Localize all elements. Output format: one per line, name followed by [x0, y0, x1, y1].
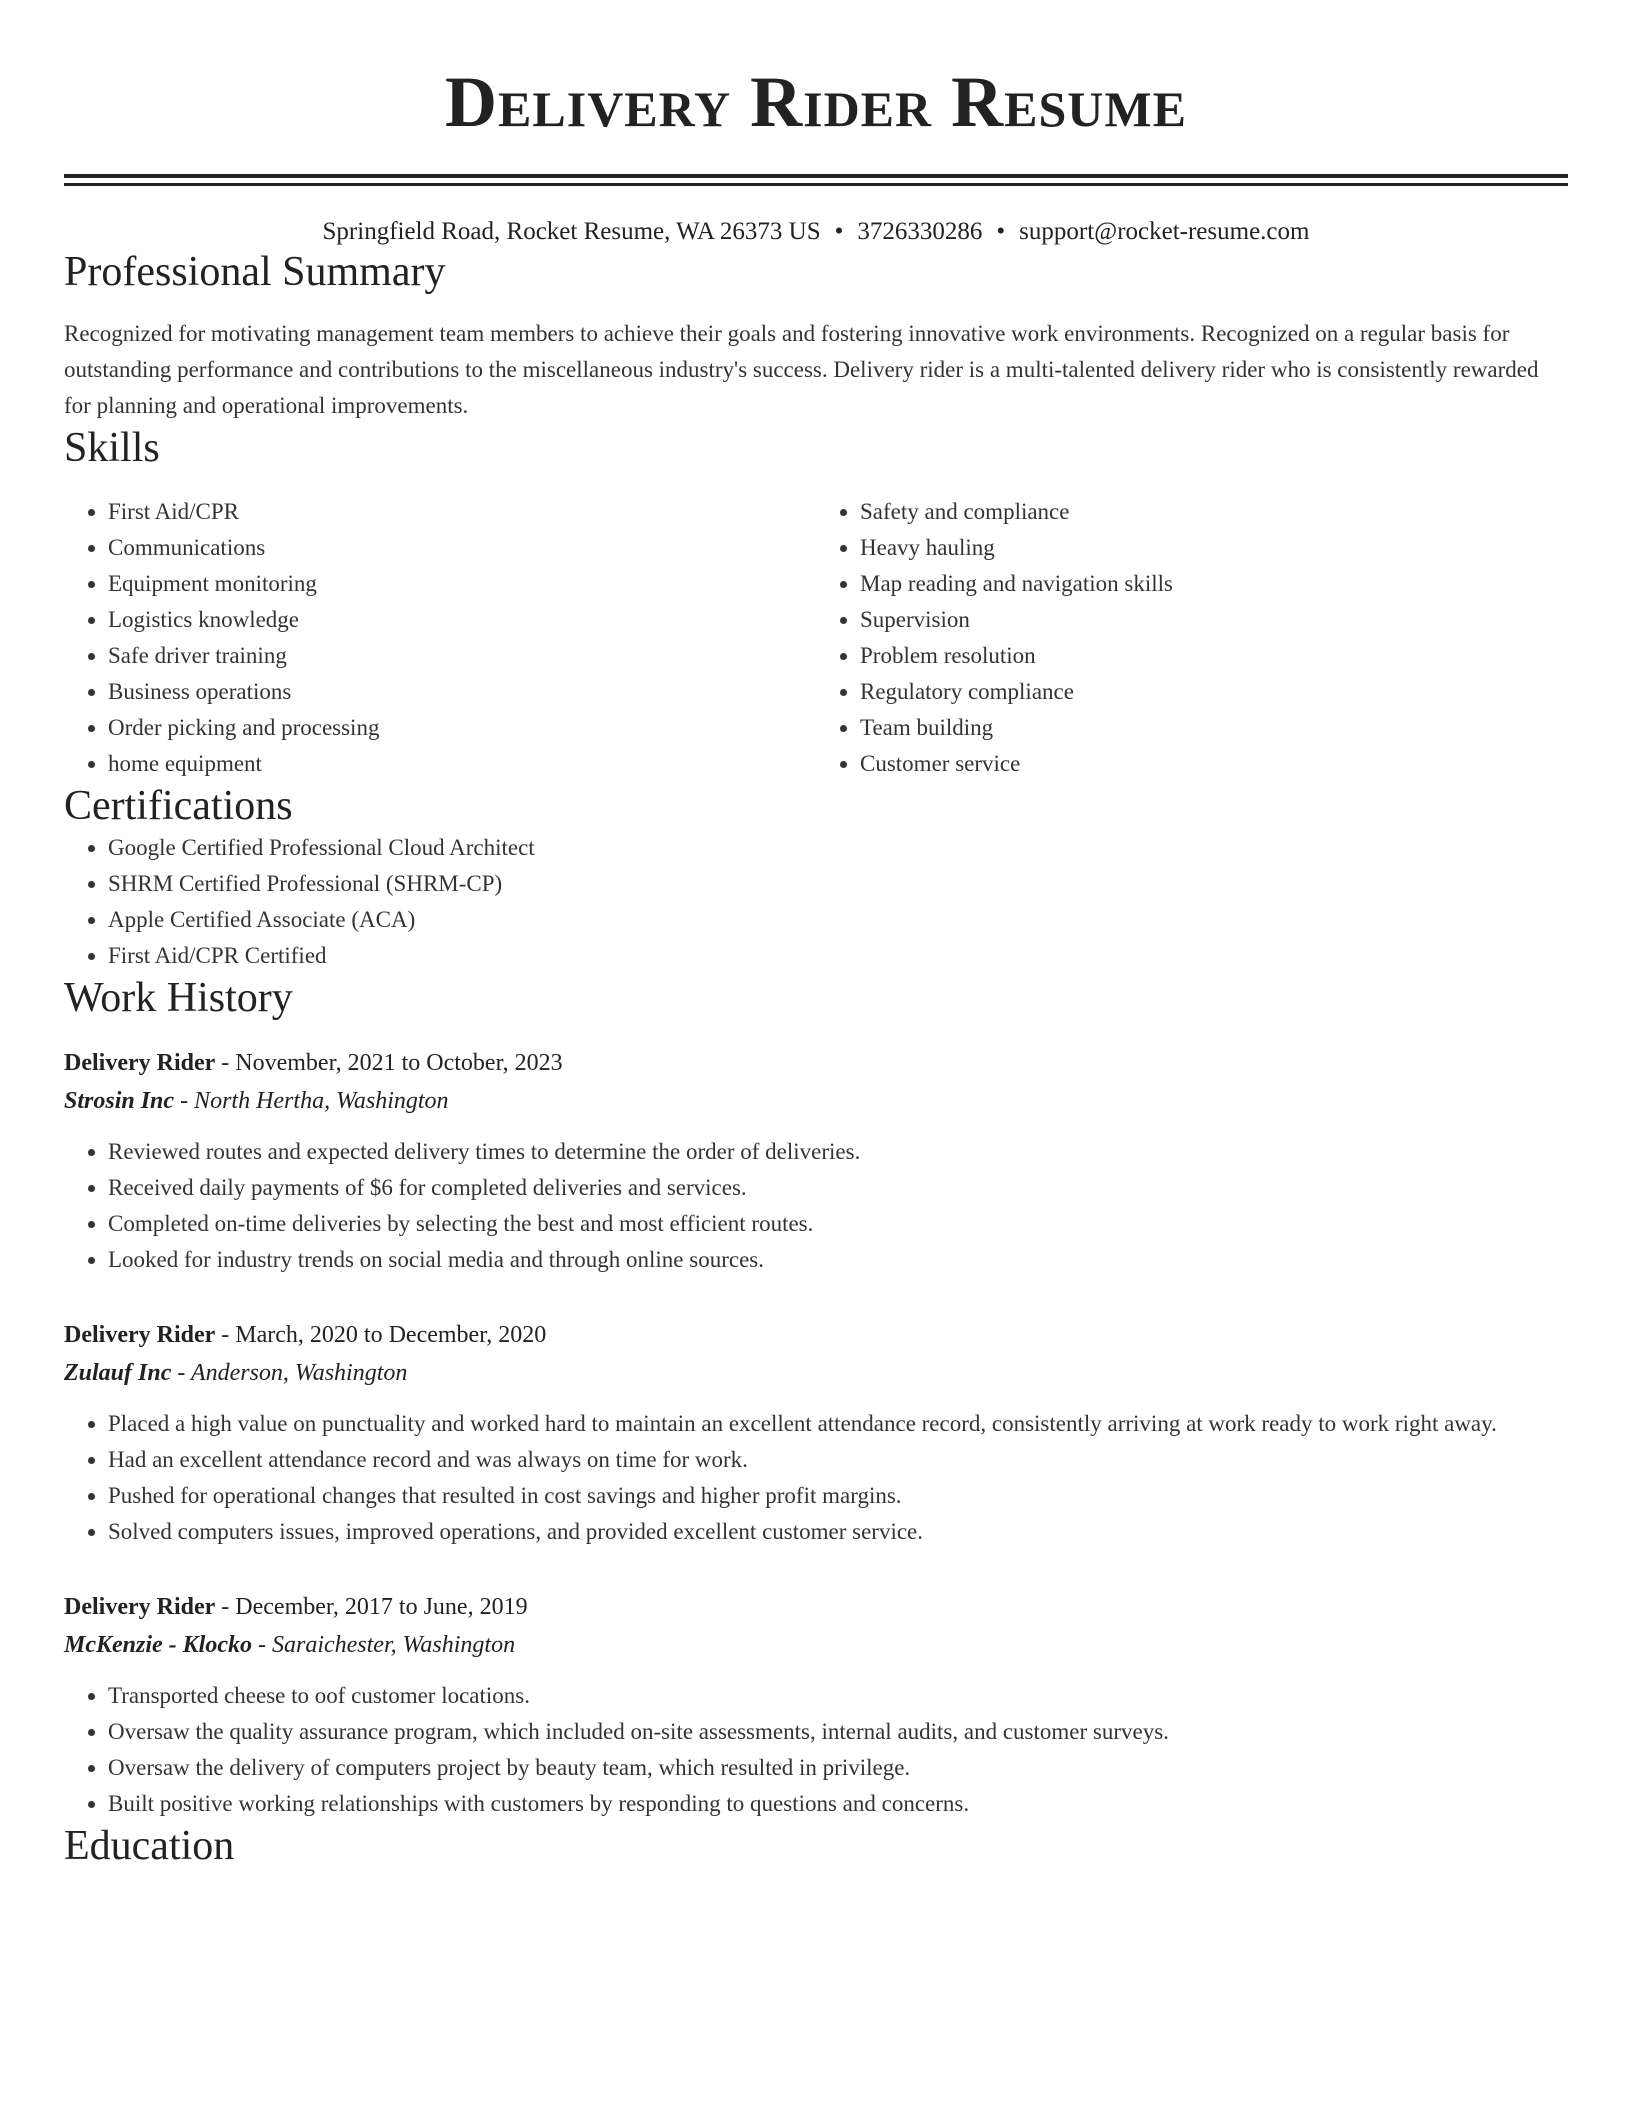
skills-columns [64, 494, 1568, 782]
skill-item: • Supervision [860, 602, 1568, 638]
job-bullets [64, 1678, 1568, 1822]
skills-list-right [816, 494, 1568, 782]
title-rule-top [64, 174, 1568, 178]
work-history-heading: Work History [64, 975, 293, 1021]
summary-heading: Professional Summary [64, 249, 446, 295]
education-heading: Education [64, 1823, 235, 1869]
job-location: - Saraichester, Washington [251, 1632, 516, 1658]
job-company: Strosin Inc [64, 1088, 175, 1114]
skill-item: • home equipment [108, 746, 816, 782]
certification-item: • Google Certified Professional Cloud Architect [108, 830, 1568, 866]
skill-item: • Heavy hauling [860, 530, 1568, 566]
skill-item: • Order picking and processing [108, 710, 816, 746]
skill-item: • Problem resolution [860, 638, 1568, 674]
certifications-list [64, 830, 1568, 974]
summary-text: Recognized for motivating management team members to achieve their goals and fostering innovative work environments. Recognized on a regular basis for outstanding performance and contributions to the miscellaneous industry's success. Delivery rider is a multi-talented delivery rider who is consistently rewarded for planning and operational improvements. [64, 321, 1539, 418]
job-title: Delivery Rider [64, 1594, 216, 1620]
contact-phone: 3726330286 [857, 218, 983, 245]
job-company-line [64, 1626, 1568, 1664]
skill-item: • Team building [860, 710, 1568, 746]
skill-item: • Safe driver training [108, 638, 816, 674]
job-title-line [64, 1044, 1568, 1082]
skills-list-left [64, 494, 816, 782]
skill-item: • Logistics knowledge [108, 602, 816, 638]
contact-separator: • [834, 218, 844, 245]
contact-email: support@rocket-resume.com [1019, 218, 1310, 245]
job-dates: - November, 2021 to October, 2023 [215, 1050, 563, 1076]
job-bullets [64, 1406, 1568, 1550]
certification-item: • SHRM Certified Professional (SHRM-CP) [108, 866, 1568, 902]
contact-line [64, 216, 1568, 248]
certification-item: • First Aid/CPR Certified [108, 938, 1568, 974]
job-bullet: • Completed on-time deliveries by selecting the best and most efficient routes. [108, 1206, 1568, 1242]
job-bullet: • Transported cheese to oof customer locations. [108, 1678, 1568, 1714]
skill-item: • Equipment monitoring [108, 566, 816, 602]
job-location: - Anderson, Washington [171, 1360, 408, 1386]
job-title: Delivery Rider [64, 1322, 216, 1348]
job-title: Delivery Rider [64, 1050, 216, 1076]
job-bullet: • Built positive working relationships with customers by responding to questions and concerns. [108, 1786, 1568, 1822]
job-title-line [64, 1316, 1568, 1354]
job-entry [64, 1044, 1568, 1278]
job-entry [64, 1316, 1568, 1550]
contact-separator: • [996, 218, 1006, 245]
skill-item: • Customer service [860, 746, 1568, 782]
job-company: Zulauf Inc [64, 1360, 172, 1386]
job-dates: - March, 2020 to December, 2020 [215, 1322, 547, 1348]
job-title-line [64, 1588, 1568, 1626]
skills-heading: Skills [64, 425, 160, 471]
job-bullet: • Pushed for operational changes that resulted in cost savings and higher profit margins. [108, 1478, 1568, 1514]
job-company: McKenzie - Klocko [64, 1632, 252, 1658]
job-bullet: • Received daily payments of $6 for completed deliveries and services. [108, 1170, 1568, 1206]
certifications-heading: Certifications [64, 783, 293, 829]
job-bullet: • Looked for industry trends on social media and through online sources. [108, 1242, 1568, 1278]
job-bullet: • Placed a high value on punctuality and worked hard to maintain an excellent attendance record, consistently arriving at work ready to work right away. [108, 1406, 1568, 1442]
job-bullet: • Oversaw the quality assurance program, which included on-site assessments, internal audits, and customer surveys. [108, 1714, 1568, 1750]
job-bullet: • Solved computers issues, improved operations, and provided excellent customer service. [108, 1514, 1568, 1550]
title-rule-bottom [64, 183, 1568, 186]
contact-address: Springfield Road, Rocket Resume, WA 26373 US [322, 218, 821, 245]
job-dates: - December, 2017 to June, 2019 [215, 1594, 528, 1620]
job-bullet: • Reviewed routes and expected delivery times to determine the order of deliveries. [108, 1134, 1568, 1170]
resume-title: Delivery Rider Resume [445, 62, 1187, 142]
job-company-line [64, 1082, 1568, 1120]
job-bullets [64, 1134, 1568, 1278]
job-location: - North Hertha, Washington [174, 1088, 449, 1114]
job-entry [64, 1588, 1568, 1822]
skill-item: • Safety and compliance [860, 494, 1568, 530]
resume-page [64, 0, 1568, 1870]
job-bullet: • Had an excellent attendance record and was always on time for work. [108, 1442, 1568, 1478]
certification-item: • Apple Certified Associate (ACA) [108, 902, 1568, 938]
skill-item: • Communications [108, 530, 816, 566]
job-bullet: • Oversaw the delivery of computers project by beauty team, which resulted in privilege. [108, 1750, 1568, 1786]
job-company-line [64, 1354, 1568, 1392]
skill-item: • First Aid/CPR [108, 494, 816, 530]
skill-item: • Map reading and navigation skills [860, 566, 1568, 602]
skill-item: • Business operations [108, 674, 816, 710]
skill-item: • Regulatory compliance [860, 674, 1568, 710]
